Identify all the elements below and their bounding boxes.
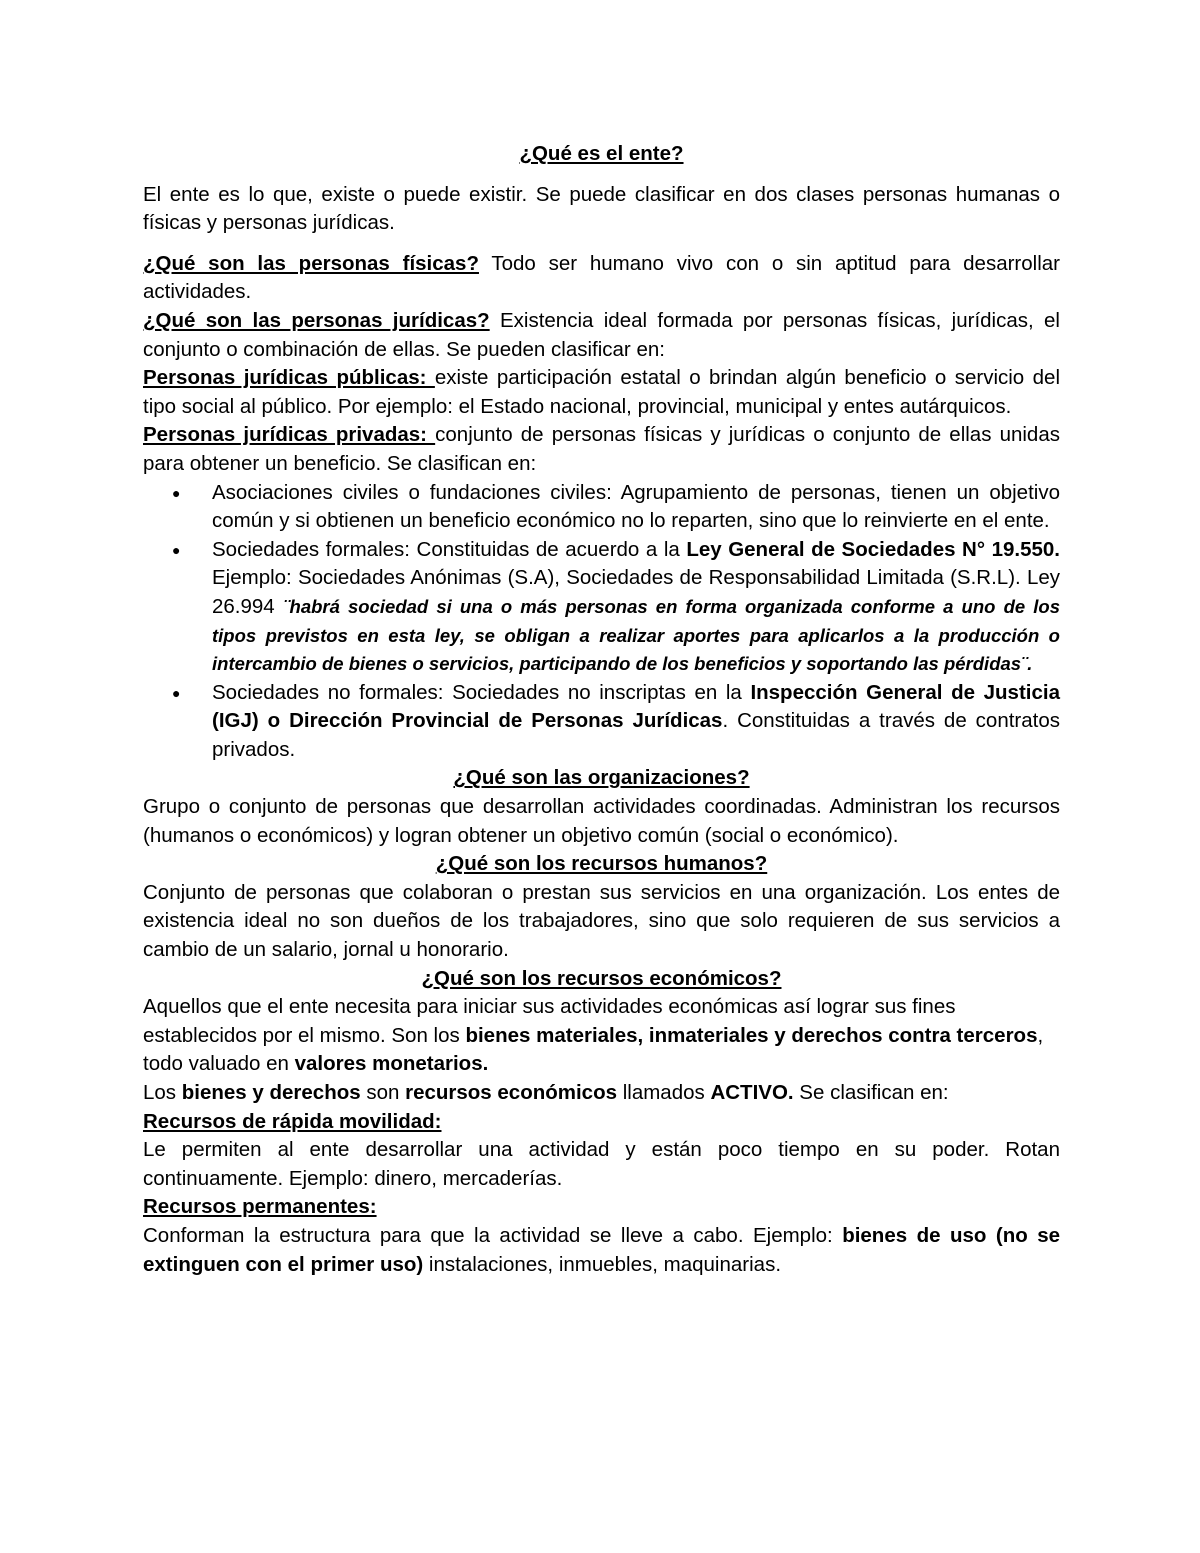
economicos-p1-c: , todo valuado en [143, 1023, 1044, 1076]
asociaciones-text: Asociaciones civiles o fundaciones civiles: Agrupamiento de personas, tienen un objetivo común y si obtienen un beneficio económico no lo reparten, sino que lo reinvierte en el ente. [212, 480, 1060, 533]
organizaciones-heading [143, 764, 1060, 793]
economicos-p1-b: bienes materiales, inmateriales y derechos contra terceros [465, 1023, 1038, 1047]
organizaciones-heading-text: ¿Qué son las organizaciones? [453, 766, 750, 790]
formales-quote: ¨habrá sociedad si una o más personas en forma organizada conforme a uno de los tipos previstos en esta ley, se obligan a realizar aportes para aplicarlos a la producción o intercambio de bienes o servicios, participando de los beneficios y soportando las pérdidas¨. [212, 595, 1060, 675]
economicos-paragraph-2 [143, 1079, 1060, 1108]
economicos-p1-d: valores monetarios. [294, 1052, 489, 1076]
sociedades-list [143, 479, 1060, 765]
organizaciones-paragraph: Grupo o conjunto de personas que desarrollan actividades coordinadas. Administran los recursos (humanos o económicos) y logran obtener un objetivo común (social o económico). [143, 795, 1060, 847]
privadas-text: conjunto de personas físicas y jurídicas o conjunto de ellas unidas para obtener un beneficio. Se clasifican en: [143, 423, 1060, 475]
economicos-p2-e: llamados [617, 1081, 711, 1104]
rapida-heading [143, 1108, 1060, 1137]
juridicas-answer: Existencia ideal formada por personas físicas, jurídicas, el conjunto o combinación de ellas. Se pueden clasificar en: [143, 308, 1060, 361]
privadas-paragraph [143, 421, 1060, 478]
rrhh-paragraph: Conjunto de personas que colaboran o prestan sus servicios en una organización. Los entes de existencia ideal no son dueños de los trabajadores, sino que solo requieren de sus servicios a cambio de un salario, jornal u honorario. [143, 880, 1060, 962]
publicas-label: Personas jurídicas públicas: [143, 366, 435, 390]
formales-prefix: Sociedades formales: Constituidas de acuerdo a la [212, 537, 687, 561]
economicos-p2-b: bienes y derechos [181, 1081, 361, 1104]
rapida-heading-text: Recursos de rápida movilidad: [143, 1109, 442, 1133]
fisicas-question: ¿Qué son las personas físicas? [143, 251, 479, 275]
privadas-label: Personas jurídicas privadas: [143, 423, 436, 447]
juridicas-question: ¿Qué son las personas jurídicas? [143, 308, 490, 332]
permanentes-heading-text: Recursos permanentes: [143, 1195, 377, 1219]
page-title [143, 140, 1060, 169]
publicas-text: existe participación estatal o brindan algún beneficio o servicio del tipo social al público. Por ejemplo: el Estado nacional, provincial, municipal y entes autárquicos. [143, 366, 1060, 418]
list-item-no-formales [143, 679, 1060, 765]
permanentes-paragraph [143, 1222, 1060, 1279]
economicos-p2-a: Los [143, 1081, 182, 1104]
no-formales-igj: Inspección General de Justicia (IGJ) o Dirección Provincial de Personas Jurídicas [212, 680, 1060, 733]
title-text: ¿Qué es el ente? [519, 142, 684, 165]
no-formales-suffix: . Constituidas a través de contratos privados. [212, 709, 1060, 761]
juridicas-paragraph [143, 307, 1060, 364]
rrhh-heading-text: ¿Qué son los recursos humanos? [435, 852, 768, 876]
economicos-paragraph-1 [143, 993, 1060, 1079]
economicos-p2-d: recursos económicos [405, 1081, 618, 1104]
list-item-asociaciones [143, 479, 1060, 536]
bullet-icon: ● [172, 484, 181, 501]
bullet-icon: ● [172, 541, 181, 558]
economicos-p2-c: son [360, 1081, 406, 1104]
permanentes-text-c: instalaciones, inmuebles, maquinarias. [423, 1252, 782, 1276]
economicos-heading [143, 965, 1060, 994]
permanentes-text-b: bienes de uso (no se extinguen con el primer uso) [143, 1223, 1060, 1276]
formales-ley: Ley General de Sociedades N° 19.550. [686, 537, 1060, 561]
no-formales-prefix: Sociedades no formales: Sociedades no inscriptas en la [212, 680, 751, 704]
economicos-p2-f: ACTIVO. [710, 1081, 794, 1104]
list-item-formales [143, 536, 1060, 679]
fisicas-answer: Todo ser humano vivo con o sin aptitud para desarrollar actividades. [143, 251, 1060, 304]
fisicas-paragraph [143, 250, 1060, 307]
publicas-paragraph [143, 364, 1060, 421]
economicos-heading-text: ¿Qué son los recursos económicos? [421, 966, 782, 990]
bullet-icon: ● [172, 684, 181, 701]
economicos-p1-a: Aquellos que el ente necesita para iniciar sus actividades económicas así lograr sus fines establecidos por el mismo. Son los [143, 995, 956, 1047]
rapida-paragraph: Le permiten al ente desarrollar una actividad y están poco tiempo en su poder. Rotan continuamente. Ejemplo: dinero, mercaderías. [143, 1138, 1060, 1190]
intro-paragraph: El ente es lo que, existe o puede existir. Se puede clasificar en dos clases personas humanas o físicas y personas jurídicas. [143, 182, 1060, 235]
rrhh-heading [143, 850, 1060, 879]
economicos-p2-g: Se clasifican en: [793, 1081, 949, 1104]
permanentes-heading [143, 1193, 1060, 1222]
document-body [143, 140, 1060, 1279]
formales-middle: Ejemplo: Sociedades Anónimas (S.A), Sociedades de Responsabilidad Limitada (S.R.L). Ley 26.994 [212, 566, 1060, 618]
permanentes-text-a: Conforman la estructura para que la actividad se lleve a cabo. Ejemplo: [143, 1223, 843, 1247]
